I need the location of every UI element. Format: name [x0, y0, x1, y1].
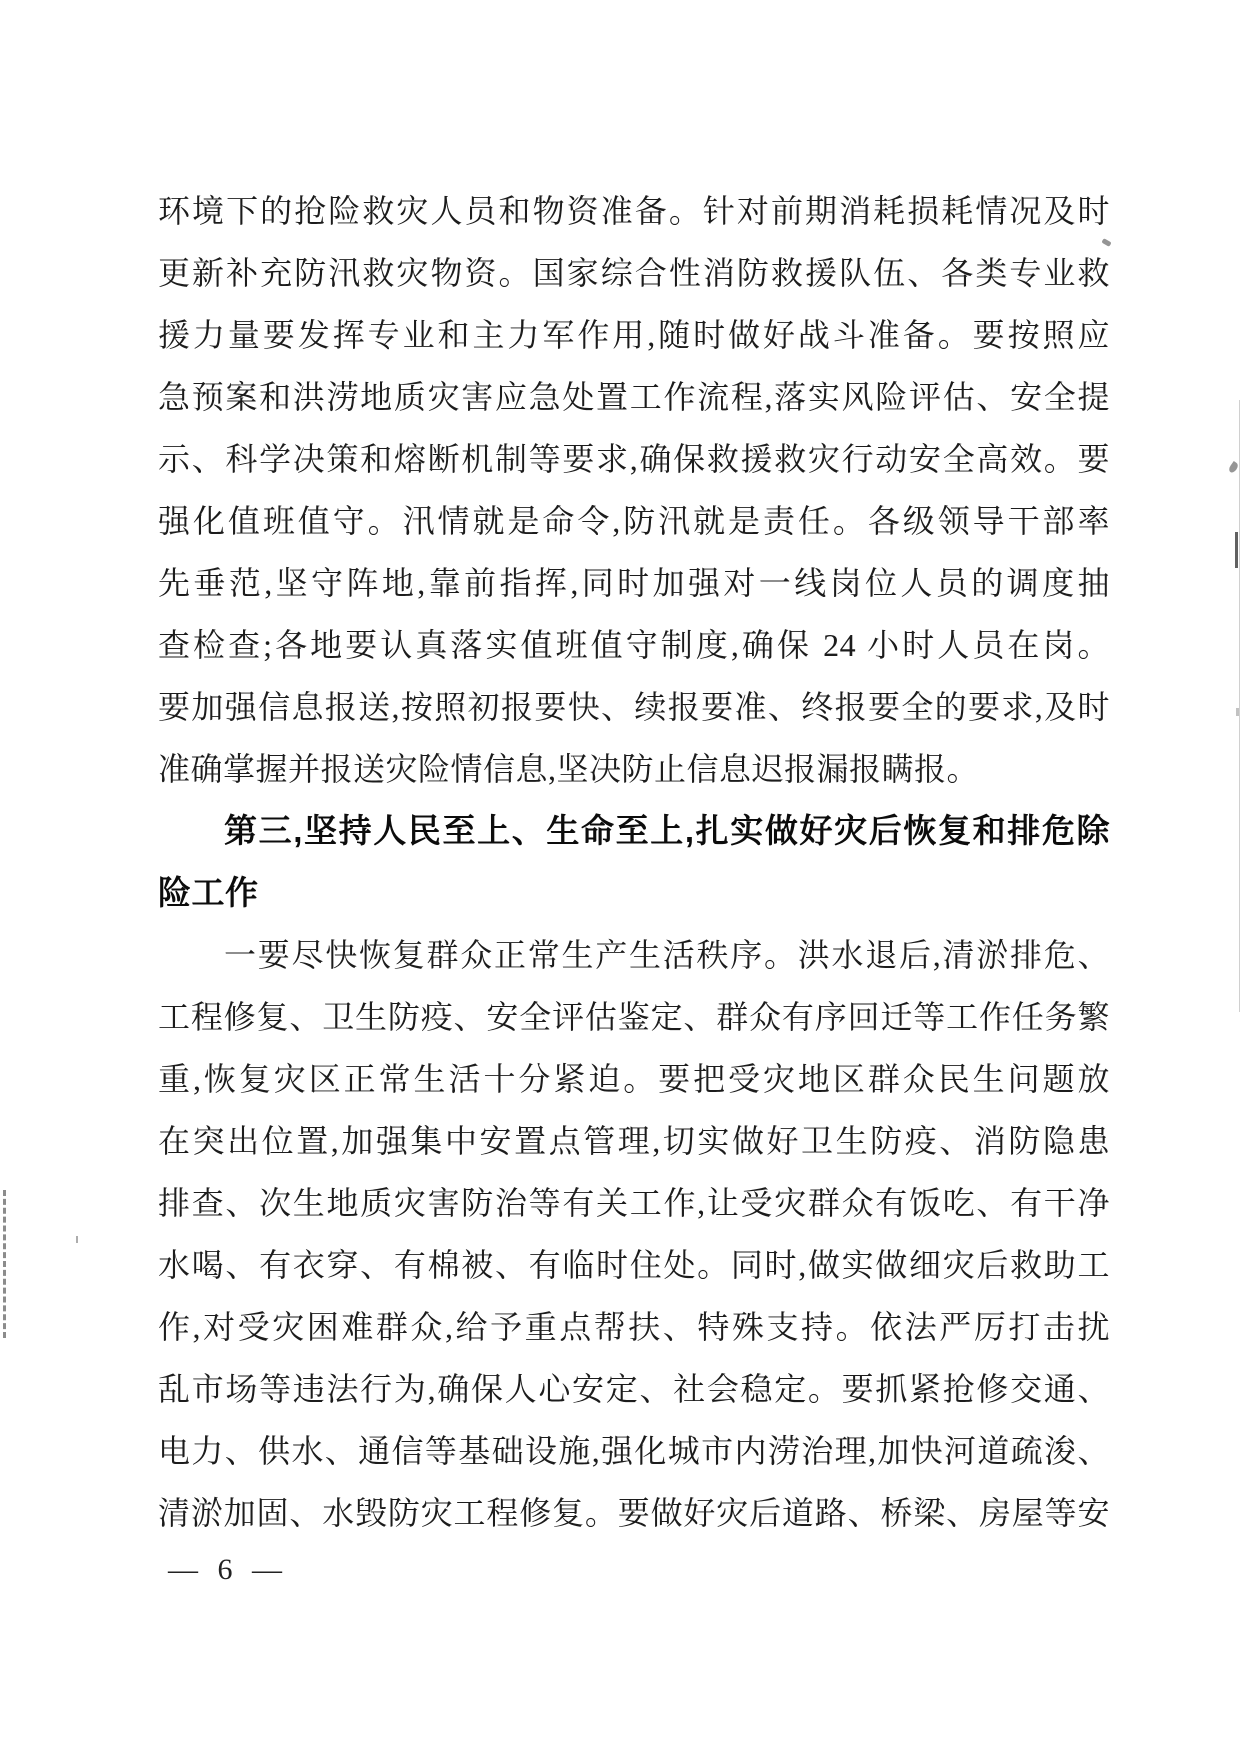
text-line: 清淤加固、水毁防灾工程修复。要做好灾后道路、桥梁、房屋等安 [158, 1495, 1110, 1531]
section-heading-line: 第三,坚持人民至上、生命至上,扎实做好灾后恢复和排危除 [224, 812, 1110, 849]
text-line: 水喝、有衣穿、有棉被、有临时住处。同时,做实做细灾后救助工 [158, 1247, 1110, 1283]
text-line: 强化值班值守。汛情就是命令,防汛就是责任。各级领导干部率 [158, 503, 1110, 539]
scan-artifact-tick [1227, 461, 1239, 474]
text-line: 更新补充防汛救灾物资。国家综合性消防救援队伍、各类专业救 [158, 255, 1110, 291]
text-line: 乱市场等违法行为,确保人心安定、社会稳定。要抓紧抢修交通、 [158, 1371, 1110, 1407]
text-line: 援力量要发挥专业和主力军作用,随时做好战斗准备。要按照应 [158, 317, 1110, 353]
scan-artifact-right-edge-line [1239, 400, 1240, 1012]
text-line: 电力、供水、通信等基础设施,强化城市内涝治理,加快河道疏浚、 [158, 1433, 1110, 1469]
text-line: 急预案和洪涝地质灾害应急处置工作流程,落实风险评估、安全提 [158, 379, 1110, 415]
text-line: 查检查;各地要认真落实值班值守制度,确保 24 小时人员在岗。 [158, 627, 1110, 663]
scan-artifact-tick [1235, 532, 1238, 568]
text-line: 在突出位置,加强集中安置点管理,切实做好卫生防疫、消防隐患 [158, 1123, 1110, 1159]
text-line: 示、科学决策和熔断机制等要求,确保救援救灾行动安全高效。要 [158, 441, 1110, 477]
document-body [158, 180, 1110, 1544]
scan-artifact-speck [76, 1236, 78, 1243]
text-line: 环境下的抢险救灾人员和物资准备。针对前期消耗损耗情况及时 [158, 193, 1110, 229]
text-line: 要加强信息报送,按照初报要快、续报要准、终报要全的要求,及时 [158, 689, 1110, 725]
text-line: 一要尽快恢复群众正常生产生活秩序。洪水退后,清淤排危、 [224, 937, 1110, 973]
page-number: — 6 — [168, 1553, 282, 1586]
section-heading-line: 险工作 [158, 874, 259, 911]
text-line: 重,恢复灾区正常生活十分紧迫。要把受灾地区群众民生问题放 [158, 1061, 1110, 1097]
text-line: 作,对受灾困难群众,给予重点帮扶、特殊支持。依法严厉打击扰 [158, 1309, 1110, 1345]
scan-artifact-left-dashed-line [3, 1190, 6, 1338]
text-line: 准确掌握并报送灾险情信息,坚决防止信息迟报漏报瞒报。 [158, 751, 980, 787]
text-line: 排查、次生地质灾害防治等有关工作,让受灾群众有饭吃、有干净 [158, 1185, 1110, 1221]
scan-artifact-speck [1236, 708, 1239, 716]
text-line: 先垂范,坚守阵地,靠前指挥,同时加强对一线岗位人员的调度抽 [158, 565, 1110, 601]
text-line: 工程修复、卫生防疫、安全评估鉴定、群众有序回迁等工作任务繁 [158, 999, 1110, 1035]
